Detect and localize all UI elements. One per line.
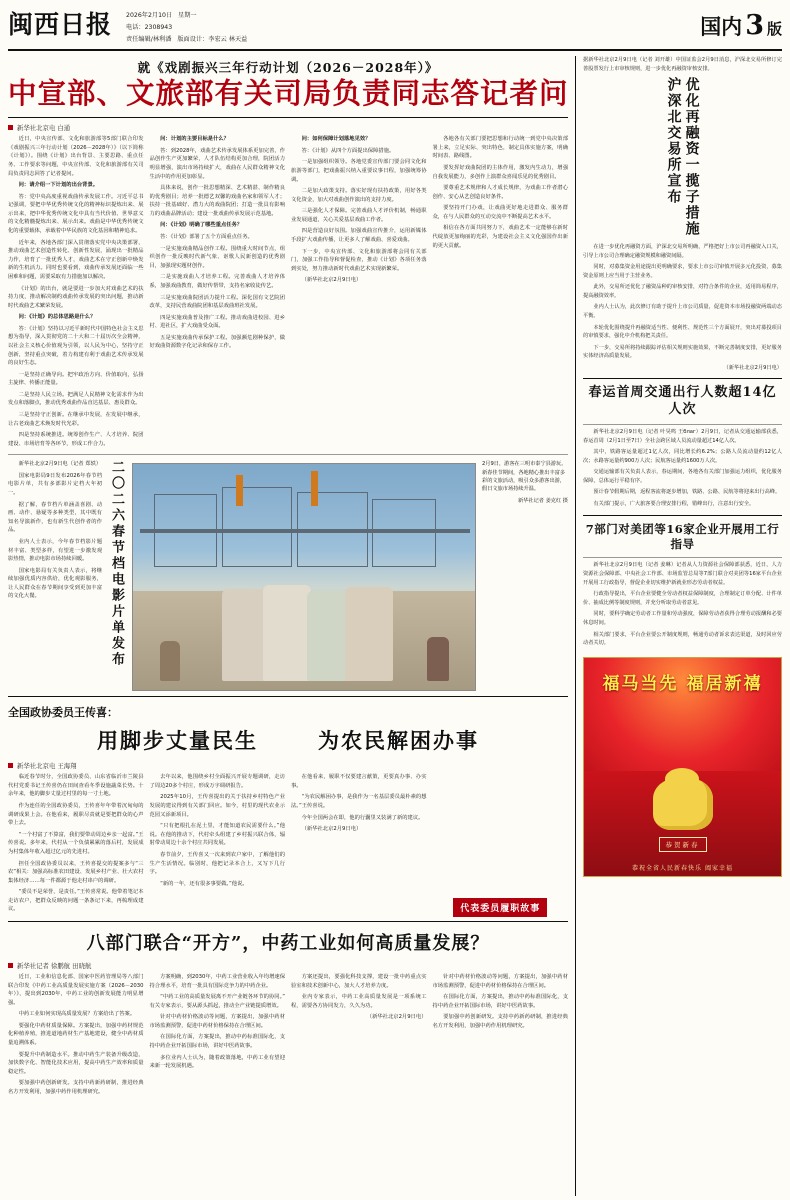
new-year-advertisement[interactable] xyxy=(583,657,782,877)
bullet-icon xyxy=(8,125,13,130)
cppcc-headline xyxy=(8,722,568,759)
photo-person xyxy=(222,589,268,681)
masthead-date: 2026年2月10日 xyxy=(126,12,173,19)
bullet-icon xyxy=(8,963,13,968)
medicine-byline-text: 新华社记者 徐鹏航 田晓航 xyxy=(17,962,92,970)
photo-caption-block xyxy=(482,460,568,691)
bullet-icon xyxy=(8,763,13,768)
photo-person xyxy=(427,637,449,681)
medicine-col-1: 近日，工业和信息化部、国家中医药管理局等八部门联合印发《中药工业高质量发展实施方案（2026－2030年）》，提出到2030年，中药工业的创新发展能力明显增强。 中药工业如何实现高质量发展？方案给出了答案。 要强化中药材质量保障。方案提出，加强中药材规范化种植养殖，推进道地药材生产基地建设，健全中药材质量追溯体系。 要提升中药制造水平。推动中药生产装备升级改造，加快数字化、智能化技术应用，提高中药生产效率和质量稳定性。 要加强中药创新研发。支持中药新药研制，推进经典名方开发利用，加强中药作用机理研究。 xyxy=(8,974,144,1095)
cppcc-section-label: 全国政协委员王传喜： xyxy=(8,706,118,720)
photo-caption: 2月9日，游客在三明市泰宁县游玩。新春佳节期间，各地精心推出丰富多彩的文旅活动，吸引众多游客出游，假日文旅市场持续升温。 xyxy=(482,461,567,493)
film-article-text: 新华社北京2月9日电（记者 郑轶） 国家电影局9日发布2026年春节档电影片单，共有多部影片定档大年初一。 据了解，春节档片单涵盖喜剧、动画、动作、悬疑等多种类型，其中既有知名导演新作，也有新生代创作者的作品。 业内人士表示，今年春节档影片题材丰富、类型多样，有望进一步激发观影热情，推动电影市场持续回暖。 国家电影局有关负责人表示，将继续加强优质内容供给，优化观影服务，让人民群众在春节期间享受到更加丰富的文化大餐。 xyxy=(8,461,103,600)
masthead-editor: 责任编辑/林利潘 xyxy=(126,35,172,43)
photo-credit: 新华社记者 姜克红 摄 xyxy=(518,497,568,504)
finance-headline-line1: 沪深北交易所宣布 xyxy=(665,76,682,205)
finance-kicker: 据新华社北京2月9日电（记者 刘开雄）中国证监会2月9日消息，沪深北交易所修订完善股票发行上市审核规则，进一步优化再融资审核安排。 xyxy=(583,57,782,72)
medicine-col-4: 针对中药材价格波动等问题，方案提出，加强中药材市场监测预警，促进中药材价格保持在合理区间。 在国际化方面，方案提出，推动中药标准国际化，支持中药企业开拓国际市场，讲好中医药故事。 要加强中药创新研发。支持中药新药研制，推进经典名方开发利用，加强中药作用机理研究。 xyxy=(432,974,568,1029)
medicine-byline xyxy=(8,961,568,970)
section-label: 国内 xyxy=(700,14,743,39)
lead-col-4: 各地各有关部门要把思想和行动统一到党中央决策部署上来，立足实际、突出特色，制定具体实施方案，明确时间表、路线图。 要发挥好戏曲院团的主体作用，激发内生动力，增强自我发展能力，多创作上演群众喜闻乐见的优秀剧目。 要尊重艺术规律和人才成长规律，为戏曲工作者潜心创作、安心从艺创造良好条件。 要坚持开门办戏，让戏曲更好地走进群众、服务群众，在与人民群众的互动交流中不断提高艺术水平。 相信在各方面共同努力下，戏曲艺术一定能够在新时代绽放更加绚丽的光彩，为建设社会主义文化强国作出新的更大贡献。 xyxy=(432,136,568,249)
labor-body: 新华社北京2月9日电（记者 姜琳）记者从人力资源社会保障部获悉，近日，人力资源社会保障部、中央社会工作部、市场监管总局等7部门联合对美团等16家平台企业开展用工行政指导，督促企业切实维护新就业形态劳动者权益。 行政指导提出，平台企业要健全劳动者权益保障制度，合理制定订单分配、计件单价、抽成比例等制度规则，并充分听取劳动者意见。 同时，要科学确定劳动者工作量和劳动强度，保障劳动者获得合理劳动报酬和必要休息时间。 相关部门要求，平台企业要公开制度规则，畅通劳动者诉求表达渠道，及时回应劳动者关切。 xyxy=(583,562,782,647)
labor-headline: 7部门对美团等16家企业开展用工行指导 xyxy=(585,521,780,551)
lead-byline-text: 新华社北京电 白通 xyxy=(17,124,71,133)
cppcc-byline-text: 新华社北京电 王海翔 xyxy=(17,762,77,771)
section-indicator xyxy=(700,6,782,41)
medicine-col-3: 方案还提出，要强化科技支撑，建设一批中药重点实验室和技术创新中心，加大人才培养力度。 业内专家表示，中药工业高质量发展是一项系统工程，需要各方协同发力，久久为功。 （新华社北京2月9日电） xyxy=(291,974,427,1021)
medicine-headline: 八部门联合“开方”，中药工业如何高质量发展？ xyxy=(86,933,490,954)
photo-block xyxy=(132,463,476,691)
masthead-meta xyxy=(126,6,247,45)
film-list-vertical-headline: 二〇二六春节档电影片单发布 xyxy=(109,460,124,669)
lead-col-3: 问：如何保障计划落地见效？ 答：《计划》从四个方面提出保障措施。 一是加强组织领导。各地党委宣传部门要会同文化和旅游等部门，把戏曲振兴纳入重要议事日程，加强统筹协调。 二是加大政策支持。落实好现有扶持政策，用好各类文化资金，加大对戏曲创作演出的支持力度。 三是强化人才保障。完善戏曲人才评价机制，畅通职业发展通道，关心关爱基层戏曲工作者。 四是营造良好氛围。加强戏曲宣传推介，运用新媒体手段扩大戏曲传播，让更多人了解戏曲、喜爱戏曲。 下一步，中央宣传部、文化和旅游部将会同有关部门，加强工作指导和督促检查，推动《计划》各项任务落到实处，努力推动新时代戏曲艺术实现新繁荣。 （新华社北京2月9日电） xyxy=(291,136,427,284)
cppcc-byline xyxy=(8,761,568,770)
finance-body: 在进一步优化再融资方面，沪深北交易所明确，严格把好上市公司再融资入口关，引导上市公司合理确定融资规模和融资间隔。 同时，对募集资金用途提出更明确要求，要求上市公司审慎开展多元化投资，募集资金原则上应当用于主营业务。 此外，交易所还优化了融资品种的审核安排，对符合条件的企业，适用简易程序，提高融资效率。 业内人士认为，此次修订有助于提升上市公司质量，促进资本市场投融资两端动态平衡。 本轮优化围绕提升再融资适当性、便利性、规范性三个方面展开，突出对募投项目的审慎要求，强化中介机构把关责任。 下一步，交易所将持续跟踪评估相关规则实施效果，不断完善制度安排，更好服务实体经济高质量发展。 （新华社北京2月9日电） xyxy=(583,243,782,371)
cppcc-headline-b: 为农民解困办事 xyxy=(318,728,479,754)
lead-byline xyxy=(8,123,568,132)
photo-person xyxy=(160,641,180,681)
photo-person xyxy=(263,585,311,681)
lead-body xyxy=(8,135,568,451)
right-column xyxy=(575,56,782,1196)
cppcc-tag-cell xyxy=(433,773,569,917)
news-photo xyxy=(132,463,476,691)
bridge-structure xyxy=(133,482,475,600)
lead-col-2: 问：计划的主要目标是什么？ 答：到2028年，戏曲艺术传承发展体系更加完善，作品创作生产更加繁荣，人才队伍结构更加合理，院团活力明显增强，演出市场持续扩大，戏曲在人民群众精神文化生活中的作用更加彰显。 具体来说，创作一批思想精深、艺术精湛、制作精良的优秀剧目；培养一批德艺双馨的戏曲名家和领军人才；扶持一批基础好、潜力大的戏曲院团；打造一批具有影响力的戏曲品牌活动；建设一批戏曲传承发展示范基地。 问：《计划》明确了哪些重点任务？ 答：《计划》部署了五个方面重点任务。 一是实施戏曲精品创作工程。围绕重大时间节点，组织创作一批反映时代新气象、讴歌人民新创造的优秀剧目，加强现实题材创作。 二是实施戏曲人才培养工程。完善戏曲人才培养体系，加强戏曲教育，做好传帮带，支持名家收徒传艺。 三是实施戏曲院团活力提升工程。深化国有文艺院团改革，支持民营戏曲院团和基层戏曲班社发展。 四是实施戏曲普及推广工程。推动戏曲进校园、进乡村、进社区，扩大戏曲受众面。 五是实施戏曲传承保护工程。加强濒危剧种保护，做好戏曲资源数字化记录和保存工作。 xyxy=(149,136,285,350)
ad-seal: 恭贺新春 xyxy=(659,837,707,852)
lead-kicker: 就《戏剧振兴三年行动计划（2026－2028年）》 xyxy=(137,60,439,76)
masthead xyxy=(8,6,782,51)
masthead-weekday: 星期一 xyxy=(178,12,197,19)
feature-row xyxy=(8,460,568,691)
cppcc-body xyxy=(8,773,568,917)
cppcc-col-3: 在他看来，履职不仅要建言献策，更要真办事、办实事。 “为农民解困办事，是我作为一名基层委员最朴素的想法。”王传喜说。 今年全国两会在即，他的行囊里又装满了新的建议。 （新华社北京2月9日电） xyxy=(291,774,427,833)
section-unit: 版 xyxy=(766,20,782,38)
cppcc-col-2: 去年以来，他围绕乡村全面振兴开展专题调研，走访了周边20多个村庄，形成万字调研报告。 2025年10月，王传喜提出的关于扶持乡村特色产业发展的建议得到有关部门回应。如今，村里的现代农业示范园又添新项目。 “只有把根扎在泥土里，才能知道农民需要什么。”他说。在他的推动下，代村牵头组建了乡村振兴联合体，辐射带动周边十余个村庄共同发展。 春节前夕，王传喜又一次来到农户家中，了解他们的生产生活情况。临别时，他把记录本合上，又写下几行字。 “新的一年，还有很多事要做。”他说。 xyxy=(149,774,285,887)
cppcc-col-1: 临近春节时分，全国政协委员、山东省临沂市兰陵县代村党委书记王传喜仍在田间查看冬季设施蔬菜长势。十余年来，他的脚步丈量过村里的每一寸土地。 作为连任的全国政协委员，王传喜年年带着沉甸甸的调研成果上会。在他看来，履职尽责就是要把群众的心声带上去。 “一个村富了不算富，我们要带动周边乡亲一起富。”王传喜说。多年来，代村从一个负债累累的落后村，发展成为村集体年收入超过亿元的先进村。 担任全国政协委员以来，王传喜提交的提案多与“三农”相关：加强高标准农田建设、发展乡村产业、壮大农村集体经济……每一件都源于他走村串户的调研。 “委员不是荣誉，是责任。”王传喜常说。他带着笔记本走访农户，把群众反映的问题一条条记下来，再梳理成建议。 xyxy=(8,774,144,913)
finance-headline-line2: 优化再融资一揽子措施 xyxy=(683,76,700,237)
masthead-design: 版面设计：李宏云 林天益 xyxy=(177,35,248,43)
lead-col-1: 近日，中央宣传部、文化和旅游部等5部门联合印发《戏剧振兴三年行动计划（2026－2028年）》（以下简称《计划》）。围绕《计划》出台背景、主要思路、重点任务、工作要求等问题，中央宣传部、文化和旅游部有关司局负责同志回答了记者提问。 问：请介绍一下计划的出台背景。 答：党中央高度重视戏曲传承发展工作。习近平总书记强调，要把中华优秀传统文化的精神标识提炼出来、展示出来，把中华优秀传统文化中具有当代价值、世界意义的文化精髓提炼出来、展示出来。戏曲是中华优秀传统文化的重要载体，承载着中华民族的文化基因和精神追求。 近年来，各地各部门深入贯彻落实党中央决策部署，推动戏曲艺术创造性转化、创新性发展，涌现出一批精品力作，培育了一批优秀人才，戏曲艺术在守正创新中焕发新的生机活力。同时也要看到，戏曲传承发展还面临一些困难和问题，需要采取有力措施加以解决。 《计划》的出台，就是要进一步加大对戏曲艺术的扶持力度，推动解决制约戏曲传承发展的突出问题，推动新时代戏曲艺术繁荣发展。 问：《计划》的总体思路是什么？ 答：《计划》坚持以习近平新时代中国特色社会主义思想为指导，深入贯彻党的二十大和二十届历次全会精神，以社会主义核心价值观为引领，以人民为中心，坚持守正创新，坚持重点突破，着力构建有利于戏曲艺术传承发展的良好生态。 一是坚持正确导向。把牢政治方向、价值取向，弘扬主旋律、传播正能量。 二是坚持人民立场。把满足人民精神文化需求作为出发点和落脚点，推动优秀戏曲作品直达基层、惠及群众。 三是坚持守正创新。在继承中发展，在发展中继承，让古老戏曲艺术焕发时代光彩。 四是坚持系统推进。统筹创作生产、人才培养、院团建设、市场培育等各环节，形成工作合力。 xyxy=(8,136,144,447)
newspaper-logo: 闽西日报 xyxy=(8,10,113,39)
left-column xyxy=(8,56,568,1196)
section-number: 3 xyxy=(745,10,764,41)
medicine-body xyxy=(8,973,568,1100)
horse-icon xyxy=(653,778,713,830)
medicine-col-2: 方案明确，到2030年，中药工业营业收入年均增速保持合理水平，培育一批具有国际竞争力的中药企业。 “中药工业的高质量发展离不开产业链各环节的协同。”有关专家表示，要从源头抓起，推动全产业链提质增效。 针对中药材价格波动等问题，方案提出，加强中药材市场监测预警，促进中药材价格保持在合理区间。 在国际化方面，方案提出，推动中药标准国际化，支持中药企业开拓国际市场，讲好中医药故事。 多位业内人士认为，随着政策落地，中药工业有望迎来新一轮发展机遇。 xyxy=(149,974,285,1070)
film-list-article xyxy=(8,460,126,691)
ad-title: 福马当先 福居新禧 xyxy=(602,673,763,694)
column-tag: 代表委员履职故事 xyxy=(453,898,547,917)
photo-person xyxy=(345,587,393,681)
lead-headline: 中宣部、文旅部有关司局负责同志答记者问 xyxy=(8,76,569,111)
cppcc-headline-a: 用脚步丈量民生 xyxy=(97,728,258,754)
ad-footer: 恭祝全省人民新春快乐 阖家幸福 xyxy=(632,864,733,872)
travel-headline: 春运首周交通出行人数超14亿人次 xyxy=(588,385,777,417)
travel-body: 新华社北京2月9日电（记者 叶昊鸣 王благ）2月9日，记者从交通运输部获悉，春运首周（2月1日至7日）全社会跨区域人员流动量超过14亿人次。 其中，铁路客运量超过1亿人次，同比增长约6.2%；公路人员流动量约12亿人次；水路客运量约900万人次；民航客运量约1600万人次。 交通运输部有关负责人表示，春运期间，各地各有关部门加强运力组织，优化服务保障，总体运行平稳有序。 预计春节假期后期，返程客流将逐步增加，铁路、公路、民航等将迎来出行高峰。 有关部门提示，广大旅客要合理安排行程，错峰出行，注意出行安全。 xyxy=(583,428,782,508)
masthead-phone: 电话：2308943 xyxy=(126,23,173,31)
finance-headline xyxy=(583,77,782,237)
